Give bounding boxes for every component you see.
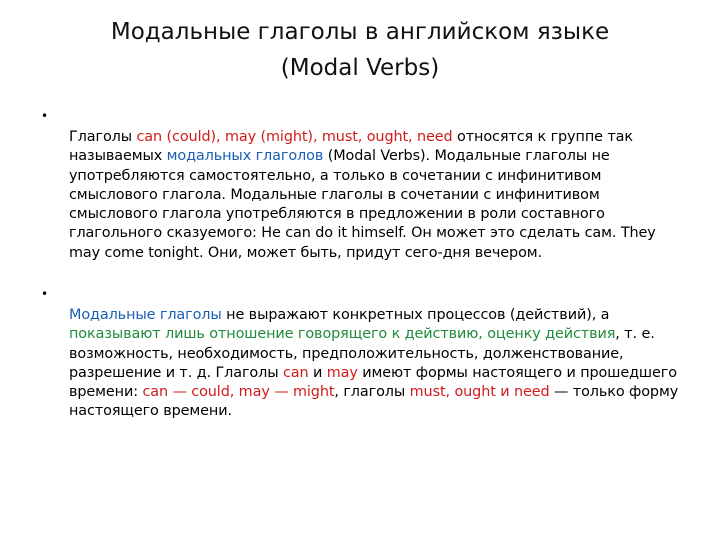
title-line-1: Модальные глаголы в английском языке [110,19,610,45]
p1-modal-verbs-list: can (could), may (might), must, ought, need [136,129,453,145]
p1-text-3: (Modal Verbs). Модальные глаголы не употребляются самостоятельно, а только в сочетании с инфинитивом смыслового глагола. Модальные глаголы в сочетании с инфинитивом смыслового глагола употребляются в предложении в роли составного глагольного сказуемого: He can do it himself. Он может это сделать сам. They may come tonight. Они, может быть, придут сего-дня вечером. [69,148,656,261]
bullet-2: • [41,287,49,301]
p1-text-2: относятся к группе так называемых [69,129,633,165]
p1-modal-verbs-term: модальных глаголов [166,148,324,165]
p2-can: can [282,364,309,381]
paragraph-1 [69,128,687,263]
p1-text-1: Глаголы [69,129,137,145]
p2-text-5: , глаголы [334,384,410,401]
p2-may: may [326,364,358,381]
p2-text-6: — только форму настоящего времени. [69,384,679,420]
slide-title [0,14,720,86]
p2-text-1: не выражают конкретных процессов (действий), а [221,307,610,323]
p2-attitude-phrase: показывают лишь отношение говорящего к действию, оценку действия [69,326,616,343]
p2-text-4: имеют формы настоящего и прошедшего времени: [69,364,677,401]
title-line-2: (Modal Verbs) [280,55,440,81]
bullet-1: • [41,109,49,123]
p2-modal-verbs-term: Модальные глаголы [69,307,222,323]
p2-present-only-verbs: must, ought и need [409,384,550,401]
p2-text-3: и [308,364,327,381]
p2-text-2: , т. е. возможность, необходимость, предположительность, долженствование, разрешение и т. д. Глаголы [69,326,655,381]
paragraph-2 [69,306,687,422]
p2-past-forms: can — could, may — might [142,384,335,401]
